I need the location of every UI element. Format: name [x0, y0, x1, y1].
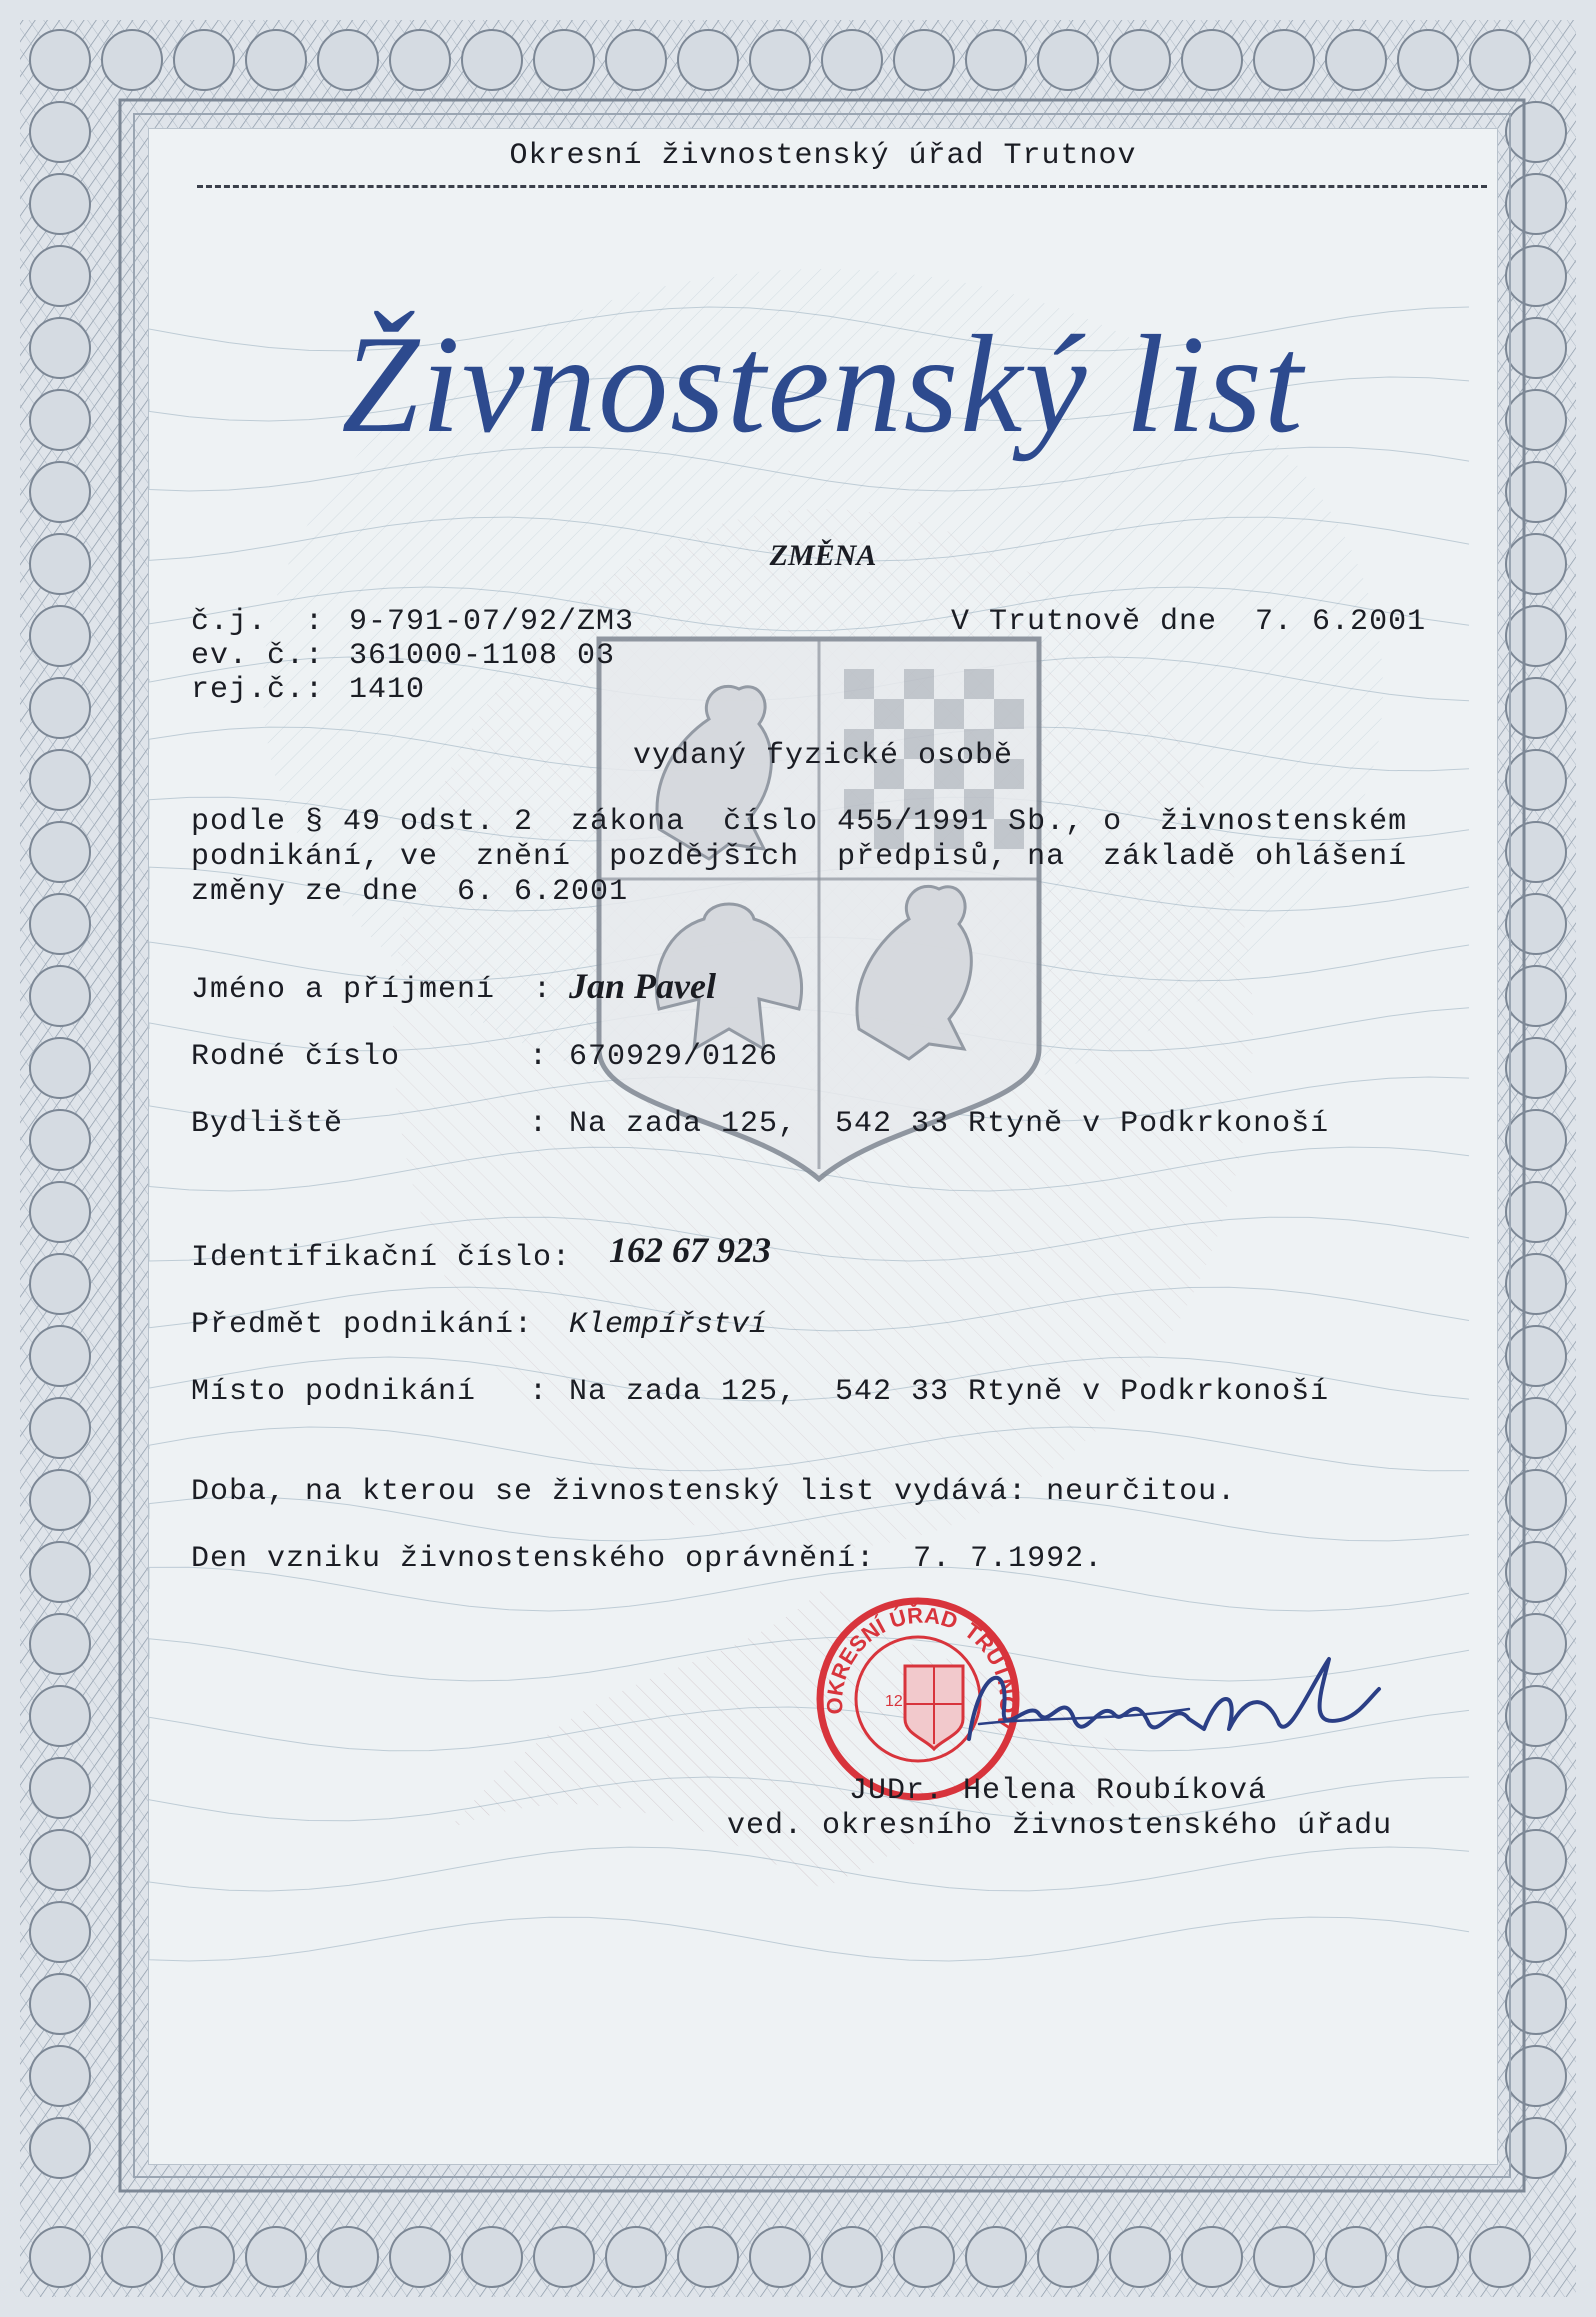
- stamp-text-top: OKRESNÍ ÚŘAD: [821, 1602, 961, 1715]
- certificate-body: [148, 128, 1498, 2165]
- document-title: Živnostenský list: [341, 307, 1305, 462]
- stamp-number: 12: [885, 1693, 903, 1710]
- residence-value: Na zada 125, 542 33 Rtyně v Podkrkonoší: [569, 1107, 1330, 1141]
- rej-value: 1410: [349, 673, 426, 707]
- legal-basis-line-2: podnikání, ve znění pozdějších předpisů, na základě ohlášení: [191, 840, 1408, 874]
- signatory-name: JUDr. Helena Roubíková: [849, 1774, 1268, 1808]
- business-place-value: Na zada 125, 542 33 Rtyně v Podkrkonoší: [569, 1375, 1330, 1409]
- business-place-label: Místo podnikání: [191, 1375, 477, 1409]
- id-number-value: 162 67 923: [609, 1230, 771, 1270]
- business-place-colon: :: [529, 1375, 549, 1409]
- cj-label: č.j. :: [191, 605, 325, 639]
- birth-number-label: Rodné číslo: [191, 1040, 401, 1074]
- cj-value: 9-791-07/92/ZM3: [349, 605, 635, 639]
- business-subject-label: Předmět podnikání:: [191, 1308, 534, 1342]
- business-subject-value: Klempířství: [569, 1308, 768, 1342]
- rej-label: rej.č.:: [191, 673, 325, 707]
- signatory-title: ved. okresního živnostenského úřadu: [727, 1809, 1393, 1843]
- legal-basis-line-3: změny ze dne 6. 6.2001: [191, 875, 629, 909]
- birth-number-value: 670929/0126: [569, 1040, 779, 1074]
- office-header: Okresní živnostenský úřad Trutnov: [509, 139, 1137, 173]
- residence-colon: :: [529, 1107, 549, 1141]
- header-divider: [197, 185, 1487, 188]
- name-label: Jméno a příjmení :: [191, 973, 553, 1007]
- birth-number-colon: :: [529, 1040, 549, 1074]
- issued-to: vydaný fyzické osobě: [632, 739, 1014, 773]
- legal-basis-line-1: podle § 49 odst. 2 zákona číslo 455/1991 Sb., o živnostenském: [191, 805, 1408, 839]
- coat-of-arms-watermark: [589, 629, 1049, 1184]
- ev-value: 361000-1108 03: [349, 639, 616, 673]
- ev-label: ev. č.:: [191, 639, 325, 673]
- place-date: V Trutnově dne 7. 6.2001: [951, 605, 1427, 639]
- validity-statement: Doba, na kterou se živnostenský list vydává: neurčitou.: [191, 1475, 1237, 1509]
- id-number-label: Identifikační číslo:: [191, 1241, 572, 1275]
- name-value: Jan Pavel: [569, 966, 716, 1006]
- origin-date-statement: Den vzniku živnostenského oprávnění: 7. 7.1992.: [191, 1542, 1104, 1576]
- residence-label: Bydliště: [191, 1107, 344, 1141]
- handwritten-signature: [949, 1629, 1389, 1769]
- stamp-text-right: TRUTNOV: [960, 1617, 1021, 1733]
- document-subtitle: ZMĚNA: [769, 539, 877, 572]
